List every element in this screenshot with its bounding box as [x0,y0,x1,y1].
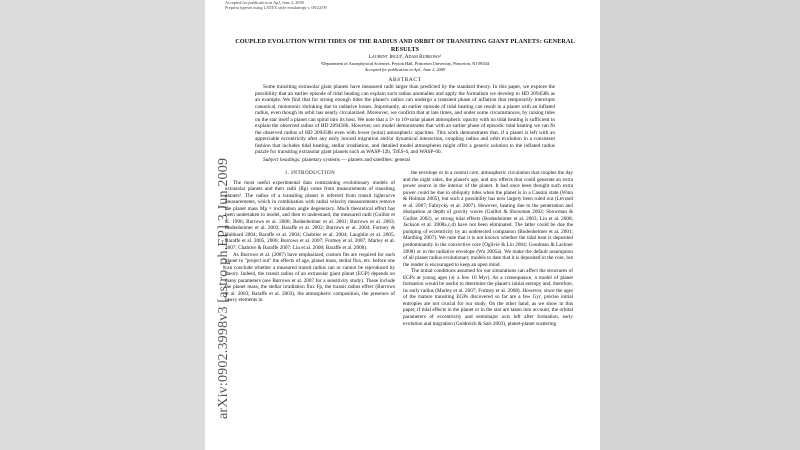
abstract-text: Some transiting extrasolar giant planets have measured radii larger than predicted by the standard theory. In this paper, we explore the possibility that an earlier episode of tidal heating can explain such radius anomalies and apply the formalism we develop to HD 209458b as an example. We find that for strong enough tides the planet's radius can undergo a transient phase of inflation that temporarily interrupts canonical, monotonic shrinking due to radiative losses. Importantly, an earlier episode of tidal heating can result in a planet with an inflated radius, even though its orbit has nearly circularized. Moreover, we confirm that at late times, and under some circumstances, by raising tides on the star itself a planet can spiral into its host. We note that a 3× to 10×solar planet atmospheric opacity with no tidal heating is sufficient to explain the observed radius of HD 209458b. However, our model demonstrates that with an earlier phase of episodic tidal heating we can fit the observed radius of HD 209458b even with lower (solar) atmospheric opacities. This work demonstrates that, if a planet is left with an appreciable eccentricity after any early inward migration and/or dynamical interaction, coupling radius and orbit evolution in a consistent fashion that includes tidal heating, stellar irradiation, and detailed model atmospheres might offer a generic solution to the inflated radius puzzle for transiting extrasolar giant planets such as WASP-12b, TrES-4, and WASP-6b. [255,84,555,156]
right-column [403,170,573,327]
header-typeset-line: Preprint typeset using LATEX style emulateapj v. 08/22/09 [225,5,327,10]
background-left [0,0,205,450]
author-list: Laurent Ibgui¹, Adam Burrows¹ [368,54,442,60]
preprint-header [225,0,327,10]
acceptance-note: Accepted for publication in ApJ, June 2, 2009 [364,67,446,72]
right-paragraph: the envelope or in a central core, atmospheric circulation that couples the day and the night sides, the planet's age, and any effects that could generate an extra power source in the interior of the planet. It had once been thought such extra power could be due to obliquity tides when the planet is in a Cassini state (Winn & Holman 2005), but such a possibility has now largely been ruled out (Levrard et al. 2007; Fabrycky et al. 2007). However, heating due to the penetration and dissipation at depth of gravity waves (Guillot & Showman 2002; Showman & Guillot 2002), or strong tidal effects (Bodenheimer et al. 2003; Liu et al. 2008; Jackson et al. 2008a,c,d) have not been eliminated. The latter could be due the pumping of eccentricity by an undetected companion (Bodenheimer et al. 2001; Mardling 2007). We note that it is not known whether the tidal heat is deposited predominantly in the convective core (Ogilvie & Lin 2004; Goodman & Lackner 2008) or in the radiative envelope (Wu 2005a). We make the default assumption of all planet radius evolutionary models to date that it is deposited in the core, but the reader is encouraged to keep an open mind. [403,170,573,268]
arxiv-identifier: arXiv:0902.3998v3 [astro-ph.EP] 3 Jun 2009 [216,157,231,419]
left-paragraph: The most useful experimental data constraining evolutionary models of extrasolar planets and their radii (Rp) come from measurements of transiting planets¹. The radius of a transiting planet is inferred from transit lightcurve measurements, which in combination with radial velocity measurements remove the planet mass Mp × inclination angle degeneracy. Much theoretical effort has been undertaken to model, and then to understand, the measured radii (Guillot et al. 1996; Burrows et al. 2000; Bodenheimer et al. 2001; Burrows et al. 2003; Bodenheimer et al. 2003; Baraffe et al. 2003; Burrows et al. 2004; Fortney & Hubbard 2004; Baraffe et al. 2004; Chabrier et al. 2004; Laughlin et al. 2005; Baraffe et al. 2005, 2006; Burrows et al. 2007; Fortney et al. 2007; Marley et al. 2007; Chabrier & Baraffe 2007; Liu et al. 2008; Baraffe et al. 2008). [225,179,395,252]
abstract-heading: ABSTRACT [388,77,422,83]
paper-page [205,0,600,450]
subject-headings [255,157,555,164]
right-paragraph: The initial conditions assumed for our simulations can affect the structures of EGPs at young ages (≲ a few 10 Myr). As a consequence, a model of planet formation would be useful to determine the planet's initial entropy and, therefore, its early radius (Marley et al. 2007; Fortney et al. 2008). However, since the ages of the mature transiting EGPs discovered so far are a few Gyr, precise initial entropies are not crucial for our study. On the other hand, as we show in this paper, if tidal effects in the planet or in the star are taken into account, the orbital parameters of eccentricity and semimajor axis left after formation, early evolution and migration (Goldreich & Sari 2003), planet-planet scattering [403,268,573,327]
author-affiliation: ¹Department of Astrophysical Sciences, Peyton Hall, Princeton University, Princeton, NJ 08544 [320,61,490,66]
subject-headings-text: planetary systems — planets and satellites: general [302,157,411,163]
paper-title: COUPLED EVOLUTION WITH TIDES OF THE RADIUS AND ORBIT OF TRANSITING GIANT PLANETS: GENERAL RESULTS [235,38,575,53]
introduction-heading: 1. INTRODUCTION [284,170,336,176]
header-accepted-line: Accepted for publication in ApJ, June 2, 2009 [225,0,304,5]
background-right [600,0,800,450]
subject-headings-label: Subject headings: [263,157,303,163]
left-paragraph: As Burrows et al. (2007) have emphasized, custom fits are required for each planet to "project out" the effects of age, planet mass, stellar flux, etc. before one can conclude whether a measured transit radius can or cannot be reproduced by theory. Indeed, the transit radius of an extrasolar giant planet (EGP) depends on many parameters (see Burrows et al. 2007 for a sensitivity study). These include the planet mass, the stellar irradiation flux Fp, the transit radius effect (Burrows et al. 2003; Baraffe et al. 2003), the atmospheric composition, the presence of heavy elements in [225,251,395,304]
left-column [225,170,395,304]
